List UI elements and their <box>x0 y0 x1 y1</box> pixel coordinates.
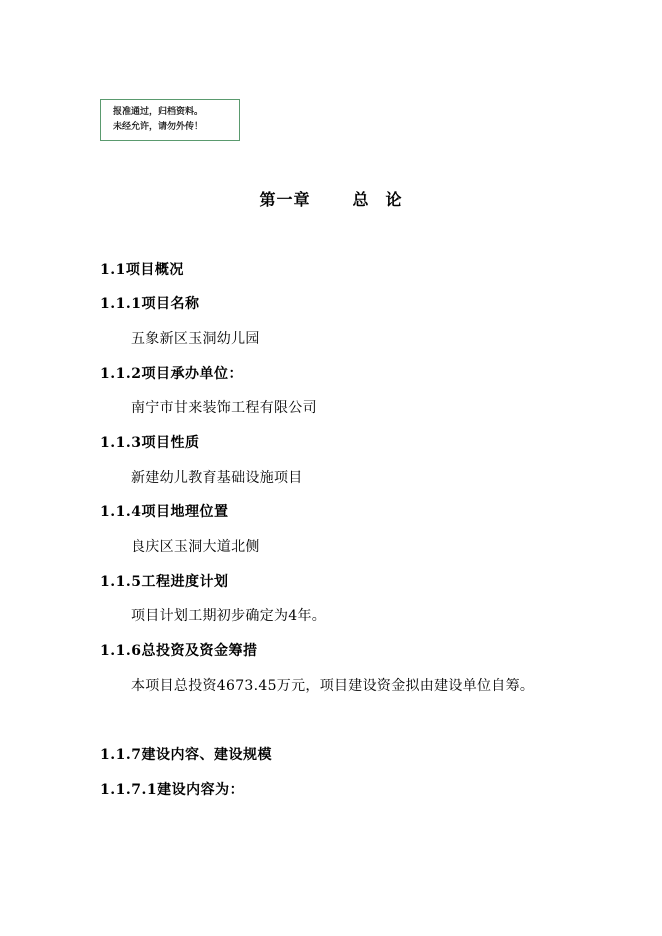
project-nature: 新建幼儿教育基础设施项目 <box>131 470 303 486</box>
chapter-title-part2: 论 <box>385 190 403 209</box>
section-heading-1-1-7-1: 1.1.7.1建设内容为： <box>100 782 245 798</box>
chapter-title-part1: 总 <box>352 190 370 209</box>
section-heading-1-1-2: 1.1.2项目承办单位： <box>100 366 243 382</box>
project-investment: 本项目总投资4673.45万元，项目建设资金拟由建设单位自筹。 <box>131 678 535 694</box>
stamp-line-1: 报准通过，归档资料。 <box>113 107 204 117</box>
section-heading-1-1-3: 1.1.3项目性质 <box>100 435 200 451</box>
project-organizer: 南宁市甘来装饰工程有限公司 <box>131 400 317 416</box>
section-heading-1-1-6: 1.1.6总投资及资金筹措 <box>100 643 258 659</box>
confidential-stamp <box>100 99 240 141</box>
project-location: 良庆区玉洞大道北侧 <box>131 539 260 555</box>
section-heading-1-1-1: 1.1.1项目名称 <box>100 296 200 312</box>
section-heading-1-1: 1.1项目概况 <box>100 262 184 278</box>
chapter-title <box>0 187 662 210</box>
chapter-number: 第一章 <box>259 190 311 209</box>
project-schedule: 项目计划工期初步确定为4年。 <box>131 608 327 624</box>
project-name: 五象新区玉洞幼儿园 <box>131 331 260 347</box>
section-heading-1-1-4: 1.1.4项目地理位置 <box>100 504 229 520</box>
stamp-line-2: 未经允许，请勿外传！ <box>113 122 204 132</box>
section-heading-1-1-7: 1.1.7建设内容、建设规模 <box>100 747 272 763</box>
section-heading-1-1-5: 1.1.5工程进度计划 <box>100 574 229 590</box>
